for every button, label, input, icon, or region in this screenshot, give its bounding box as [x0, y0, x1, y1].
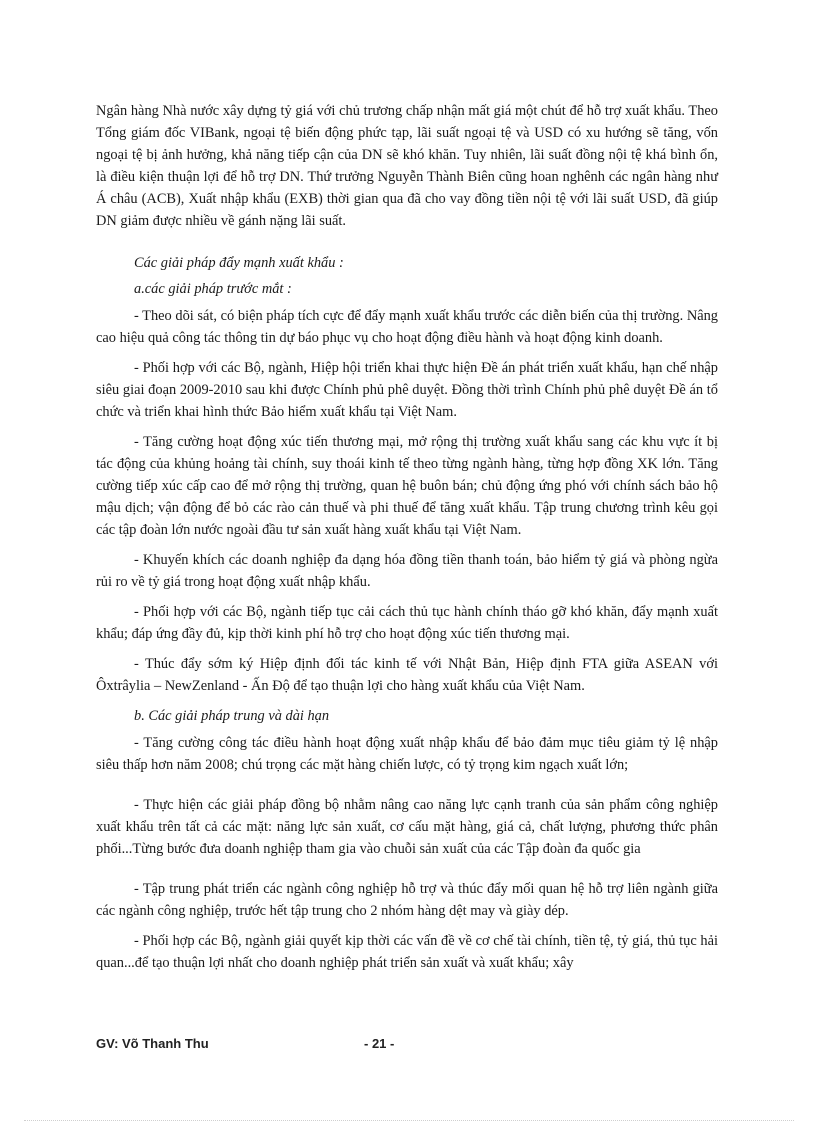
long-term-item: - Tăng cường công tác điều hành hoạt động xuất nhập khẩu để bảo đảm mục tiêu giảm tỷ lệ nhập siêu thấp hơn năm 2008; chú trọng các mặt hàng chiến lược, có tỷ trọng kim ngạch xuất lớn; — [96, 735, 718, 773]
subsection-heading-short-term: a.các giải pháp trước mắt : — [134, 281, 292, 297]
short-term-item: - Thúc đẩy sớm ký Hiệp định đối tác kinh tế với Nhật Bản, Hiệp định FTA giữa ASEAN với Ôxtrâylia – NewZenland - Ấn Độ để tạo thuận lợi cho hàng xuất khẩu của Việt Nam. — [96, 656, 718, 694]
long-term-item: - Phối hợp các Bộ, ngành giải quyết kịp thời các vấn đề về cơ chế tài chính, tiền tệ, tỷ giá, thủ tục hải quan...để tạo thuận lợi nhất cho doanh nghiệp phát triển sản xuất và xuất khẩu; xây — [96, 933, 718, 971]
short-term-item: - Phối hợp với các Bộ, ngành, Hiệp hội triển khai thực hiện Đề án phát triển xuất khẩu, hạn chế nhập siêu giai đoạn 2009-2010 sau khi được Chính phủ phê duyệt. Đồng thời trình Chính phủ phê duyệt Đề án tổ chức và triển khai hình thức Bảo hiểm xuất khẩu tại Việt Nam. — [96, 360, 718, 420]
page-bottom-rule — [24, 1120, 794, 1121]
intro-paragraph: Ngân hàng Nhà nước xây dựng tỷ giá với chủ trương chấp nhận mất giá một chút để hỗ trợ xuất khẩu. Theo Tổng giám đốc VIBank, ngoại tệ biến động phức tạp, lãi suất ngoại tệ và USD có xu hướng sẽ tăng, vốn ngoại tệ bị ảnh hưởng, khả năng tiếp cận của DN sẽ khó khăn. Tuy nhiên, lãi suất đồng nội tệ khá bình ổn, là điều kiện thuận lợi để hỗ trợ DN. Thứ trưởng Nguyễn Thành Biên cũng hoan nghênh các ngân hàng như Á châu (ACB), Xuất nhập khẩu (EXB) thời gian qua đã cho vay đồng tiền nội tệ với lãi suất USD, đã giúp DN giảm được nhiều về gánh nặng lãi suất. — [96, 103, 718, 229]
short-term-item: - Tăng cường hoạt động xúc tiến thương mại, mở rộng thị trường xuất khẩu sang các khu vực ít bị tác động của khủng hoảng tài chính, suy thoái kinh tế theo từng ngành hàng, từng hợp đồng XK lớn. Tăng cường tiếp xúc cấp cao để mở rộng thị trường, quan hệ buôn bán; chủ động ứng phó với chính sách bảo hộ mậu dịch; vận động để bỏ các rào cản thuế và phi thuế để tăng xuất khẩu. Tập trung chương trình kêu gọi các tập đoàn lớn nước ngoài đầu tư sản xuất hàng xuất khẩu tại Việt Nam. — [96, 434, 718, 538]
long-term-item: - Thực hiện các giải pháp đồng bộ nhằm nâng cao năng lực cạnh tranh của sản phẩm công nghiệp xuất khẩu trên tất cả các mặt: năng lực sản xuất, cơ cấu mặt hàng, giá cả, chất lượng, phương thức phân phối...Từng bước đưa doanh nghiệp tham gia vào chuỗi sản xuất của các Tập đoàn đa quốc gia — [96, 797, 718, 857]
section-heading: Các giải pháp đẩy mạnh xuất khẩu : — [134, 255, 344, 271]
long-term-item: - Tập trung phát triển các ngành công nghiệp hỗ trợ và thúc đẩy mối quan hệ hỗ trợ liên ngành giữa các ngành công nghiệp, trước hết tập trung cho 2 nhóm hàng dệt may và giày dép. — [96, 881, 718, 919]
short-term-item: - Theo dõi sát, có biện pháp tích cực để đẩy mạnh xuất khẩu trước các diễn biến của thị trường. Nâng cao hiệu quả công tác thông tin dự báo phục vụ cho hoạt động điều hành và hoạt động kinh doanh. — [96, 308, 718, 346]
footer-page-number: - 21 - — [364, 1036, 395, 1051]
page-footer — [96, 1036, 718, 1058]
subsection-heading-long-term: b. Các giải pháp trung và dài hạn — [134, 708, 330, 724]
short-term-item: - Phối hợp với các Bộ, ngành tiếp tục cải cách thủ tục hành chính tháo gỡ khó khăn, đẩy mạnh xuất khẩu; đáp ứng đầy đủ, kịp thời kinh phí hỗ trợ cho hoạt động xúc tiến thương mại. — [96, 604, 718, 642]
page-body — [96, 100, 718, 982]
footer-author: GV: Võ Thanh Thu — [96, 1036, 209, 1051]
short-term-item: - Khuyến khích các doanh nghiệp đa dạng hóa đồng tiền thanh toán, bảo hiểm tỷ giá và phòng ngừa rủi ro về tỷ giá trong hoạt động xuất nhập khẩu. — [96, 552, 718, 590]
